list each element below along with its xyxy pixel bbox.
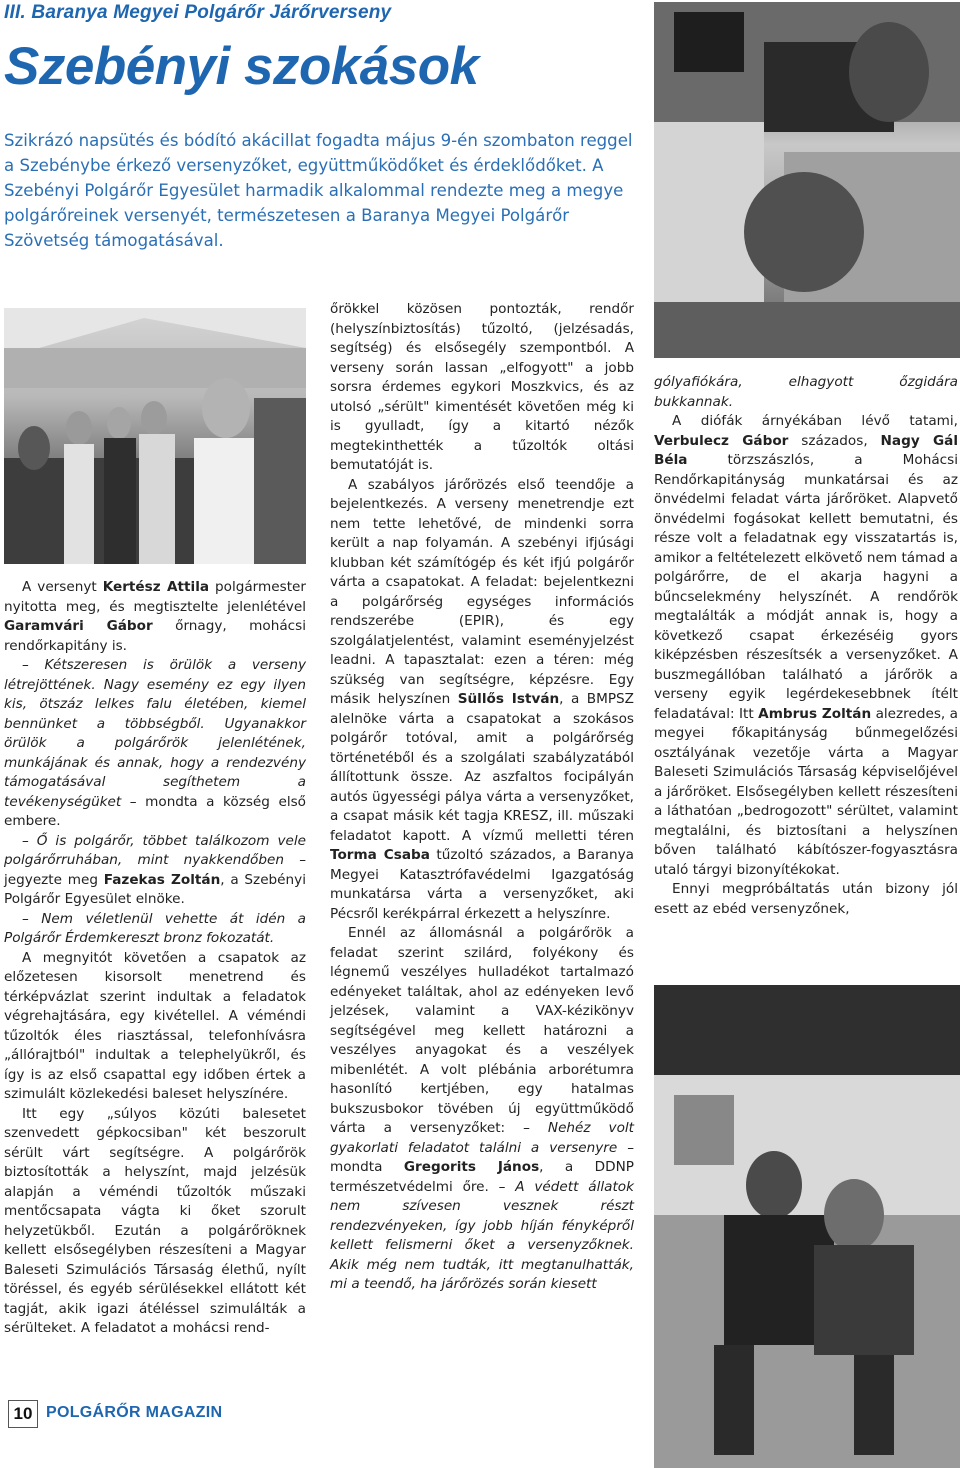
photo-self-defense-training (654, 985, 960, 1468)
section-kicker: III. Baranya Megyei Polgárőr Járőrverseny (4, 2, 392, 23)
paragraph: A megnyitót követően a csapatok az előzetesen kisorsolt menetrend és térképvázlat szerint indultak a feladatok végrehajtására, egy kivétellel. A véméndi tűzoltók éles riasztással, telefonhívásra „állórajtból" indultak a telephelyükről, és így is az első csapattal egy időben értek a szimulált közlekedési baleset helyszínére. (4, 949, 306, 1102)
article-title: Szebényi szokások (4, 37, 479, 96)
paragraph: A szabályos járőrözés első teendője a bejelentkezés. A verseny menetrendje ezt nem tette lehetővé, de mindenki sorra került a nap folyamán. A szebényi ifjúsági klubban két számítógép és két ifjú polgárőr várta a csapatokat. A feladat: bejelentkezni a polgárőrség egységes információs rendszerébe (EPIR), és egy szolgálatjelentést, valamint eseményjelzést leadni. A tapasztalat: ezen a téren: még szükség van segítségre, képzésre. Egy másik helyszínen Süllős István, a BMPSZ alelnöke várta a csapatokat a szokásos polgárőr totóval, amit a polgárőrség történetéből és a szolgálati szabályzatából állítottunk össze. Az aszfaltos focipályán autós ügyességi pálya várta a versenyzőket, a csapat másik két tagja KRESZ, ill. műszaki feladatot kapott. A vízmű melletti téren Torma Csaba tűzoltó százados, a Baranya Megyei Katasztrófavédelmi Igazgatóság munkatársa várta a versenyzőket, aki Pécsről kerékpárral érkezett a helyszínre. (330, 476, 634, 922)
paragraph: Ennyi megpróbáltatás után bizony jól esett az ebéd versenyzőnek, (654, 881, 958, 917)
paragraph: Itt egy „súlyos közúti balesetet szenvedett gépkocsiban" két beszorult sérült várt segítségre. A polgárőrök biztosították a helyszínt, majd jelzésük alapján a véméndi tűzoltók műszaki mentőcsapata vágta ki őket szorult helyzetükből. Ezután a polgárőröknek kellett elsősegélyben részesíteni a Magyar Baleseti Szimulációs Társaság élethű, nyílt töréssel, és egyéb sérülésekkel ellátott két tagját, akik igazi átéléssel szimulálták a sérülteket. A feladatot a mohácsi rend- (4, 1105, 306, 1336)
paragraph: őrökkel közösen pontozták, rendőr (helyszínbiztosítás) tűzoltó, (jelzésadás, segítség) és elsősegély szempontból. A verseny során lassan „elfogyott" a jobb sorsra érdemes egykori Moszkvics, és az utolsó „sérült" kimentését követően még ki is gyulladt, így a kitartó nézők megtekinthették a tűzoltók oltási bemutatóját is. (330, 301, 634, 473)
article-lead: Szikrázó napsütés és bódító akácillat fogadta május 9-én szombaton reggel a Szebénybe érkező versenyzőket, együttműködőket és érdeklődőket. A Szebényi Polgárőr Egyesület harmadik alkalommal rendezte meg a megye polgárőreinek versenyét, természetesen a Baranya Megyei Polgárőr Szövetség támogatásával. (4, 131, 633, 250)
photo-first-aid-station (654, 2, 960, 358)
page-number: 10 (13, 1404, 33, 1423)
paragraph: gólyafiókára, elhagyott őzgidára bukkannak. (654, 374, 958, 410)
quote-paragraph: – Nem véletlenül vehette át idén a Polgárőr Érdemkereszt bronz fokozatát. (4, 910, 306, 946)
quote-paragraph: – Ő is polgárőr, többet találkozom vele polgárőrruhában, mint nyakkendőben – jegyezte meg Fazekas Zoltán, a Szebényi Polgárőr Egyesület elnöke. (4, 832, 306, 907)
quote-paragraph: – Kétszeresen is örülök a verseny létrejöttének. Nagy esemény ez egy ilyen kis, ötszáz lelkes falu életében, kiemel bennünket a többségből. Ugyanakkor örülök a polgárőrök jelenlétének, munkájának és annak, hogy a rendezvény támogatásával segíthetem a tevékenységüket – mondta a község első embere. (4, 657, 306, 829)
magazine-name: POLGÁRŐR MAGAZIN (46, 1404, 223, 1421)
paragraph: A diófák árnyékában lévő tatami, Verbulecz Gábor százados, Nagy Gál Béla törzszászlós, a Mohácsi Rendőrkapitányság munkatársai és az önvédelmi feladat várta járőröket. Alapvető önvédelmi fogásokat kellett bemutatni, és része volt a feladatnak egy visszatartás is, amikor a feltételezett elkövető nem támad a polgárőrre, de el akarja hagyni a bűncselekmény helyszínét. A rendőrök megtalálták a módját annak is, hogy a következő csapat érkezéséig gyors kiképzésben részesítsék a versenyzőket. A buszmegállóban található a járőrök a verseny egyik legérdekesebbnek ítélt feladatával: Itt Ambrus Zoltán alezredes, a megyei főkapitányság bűnmegelőzési osztályának vezetője várta a Magyar Baleseti Szimulációs Társaság képviselőjével a járőröket. Elsősegélyben kellett részesíteni a láthatóan „bedrogozott" sérültet, valamint megtalálni, és biztosítani a helyszínen bőven található kábítószer-fogyasztásra utaló tárgyi bizonyítékokat. (654, 413, 958, 878)
photo-opening-ceremony (4, 308, 306, 564)
article-column-3 (654, 373, 958, 919)
paragraph: Ennél az állomásnál a polgárőrök a feladat szerint szilárd, folyékony és légnemű veszélyes hulladékot tartalmazó edényeket találtak, ahol az edényeken levő jelzések, valamint a VAX-kézikönyv segítségével meg kellett határozni a veszélyes anyagokat és a veszélyek mibenlétét. A volt plébánia arborétumra hasonlító kertjében, egy hatalmas bukszusbokor tövében új együttműködő várta a versenyzőket: – Nehéz volt gyakorlati feladatot találni a versenyre – mondta Gregorits János, a DDNP természetvédelmi őre. – A védett állatok nem szívesen vesznek részt rendezvényeken, így jobb híján fényképről kellett felismerni őket a versenyzőknek. Akik még nem tudták, itt megtanulhatták, mi a teendő, ha járőrözés során kiesett (330, 925, 634, 1292)
paragraph: A versenyt Kertész Attila polgármester nyitotta meg, és megtisztelte jelenlétével Garamvári Gábor őrnagy, mohácsi rendőrkapitány is. (4, 579, 307, 654)
article-column-2 (330, 300, 634, 1295)
article-column-1 (4, 578, 306, 1339)
